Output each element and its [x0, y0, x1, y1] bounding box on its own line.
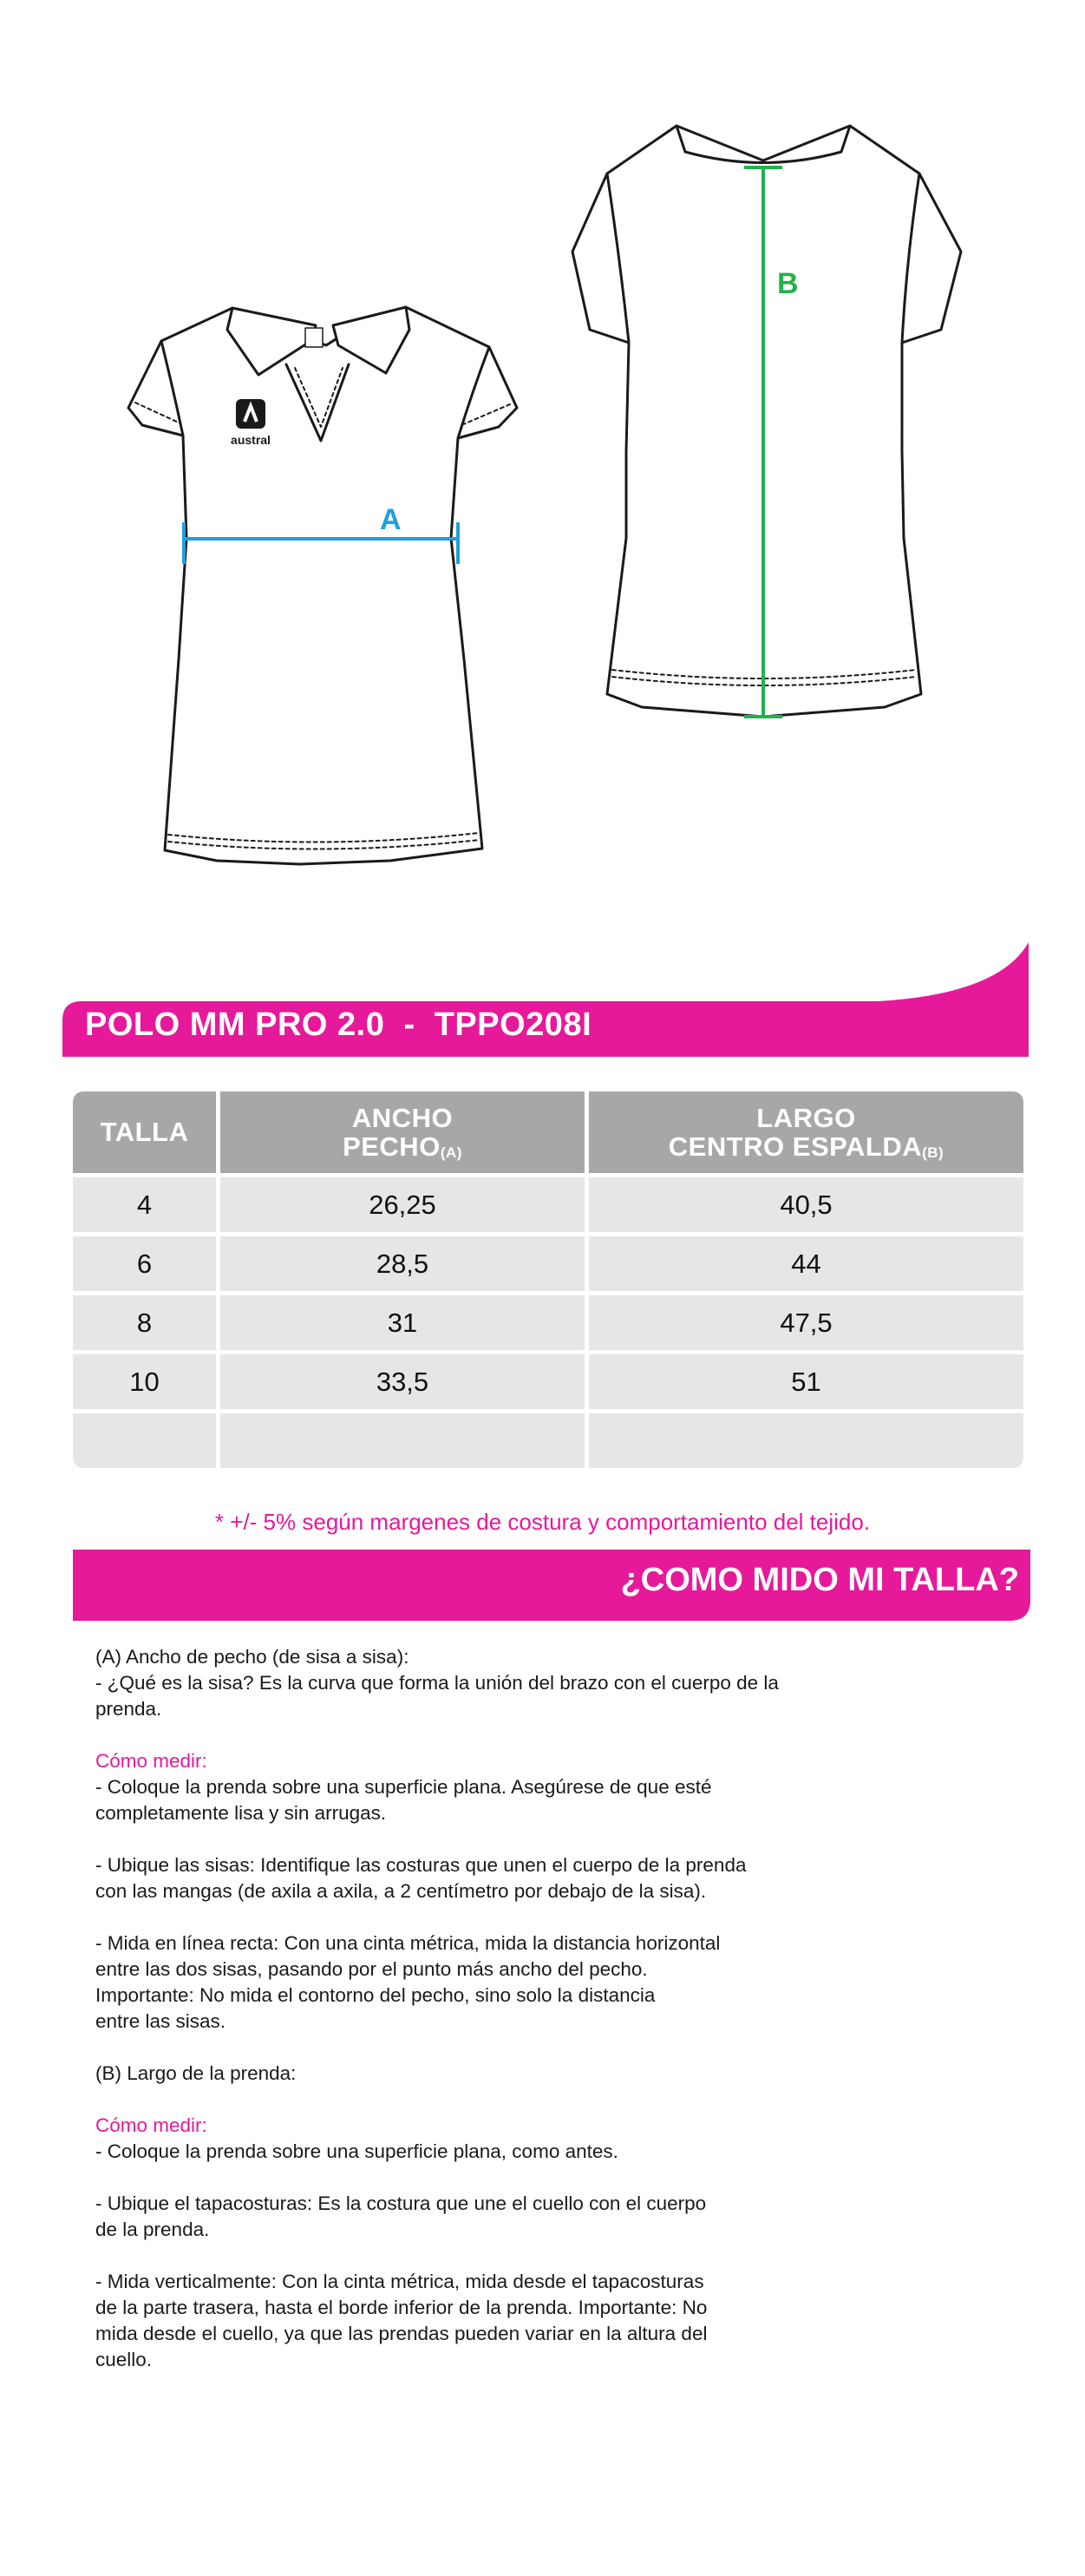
header-ancho-pecho — [220, 1091, 585, 1173]
cell-ancho: 26,25 — [220, 1177, 585, 1232]
size-table-header — [73, 1091, 1023, 1173]
section-a-how-label: Cómo medir: — [95, 1750, 207, 1772]
section-a-step3: - Mida en línea recta: Con una cinta métrica, mida la distancia horizontal entre las dos sisas, pasando por el punto más ancho del pecho. Importante: No mida el contorno del pecho, sino solo la distancia entre las sisas. — [95, 1932, 721, 2032]
cell-talla: 4 — [73, 1177, 216, 1232]
header-largo-line2: CENTRO ESPALDA — [668, 1131, 923, 1162]
table-row — [73, 1354, 1023, 1409]
header-talla-label: TALLA — [100, 1117, 189, 1148]
section-a-step2: - Ubique las sisas: Identifique las costuras que unen el cuerpo de la prenda con las mangas (de axila a axila, a 2 centímetro por debajo de la sisa). — [95, 1854, 747, 1902]
section-b-how-label: Cómo medir: — [95, 2114, 207, 2136]
cell-largo — [589, 1413, 1023, 1468]
garment-drawings — [0, 0, 1085, 920]
header-ancho-line2: PECHO — [343, 1131, 441, 1162]
cell-largo: 47,5 — [589, 1295, 1023, 1350]
cell-largo: 51 — [589, 1354, 1023, 1409]
section-a — [95, 1644, 807, 1722]
table-row — [73, 1236, 1023, 1291]
back-polo-drawing — [572, 126, 961, 717]
header-largo-sub: (B) — [922, 1144, 944, 1161]
table-row — [73, 1413, 1023, 1468]
brand-logo — [231, 399, 271, 447]
cell-talla: 6 — [73, 1236, 216, 1291]
section-b-step1: - Coloque la prenda sobre una superficie plana, como antes. — [95, 2140, 618, 2162]
header-ancho-line1: ANCHO — [351, 1102, 454, 1133]
section-b-step3: - Mida verticalmente: Con la cinta métrica, mida desde el tapacosturas de la parte trasera, hasta el borde inferior de la prenda. Importante: No mida desde el cuello, ya que las prendas pueden variar en la altura del cuello. — [95, 2271, 708, 2370]
cell-talla: 8 — [73, 1295, 216, 1350]
section-a-step1: - Coloque la prenda sobre una superficie plana. Asegúrese de que esté completamente lisa y sin arrugas. — [95, 1776, 712, 1824]
table-row — [73, 1177, 1023, 1232]
header-talla — [73, 1091, 216, 1173]
cell-largo: 44 — [589, 1236, 1023, 1291]
table-row — [73, 1295, 1023, 1350]
section-a-intro: - ¿Qué es la sisa? Es la curva que forma la unión del brazo con el cuerpo de la prenda. — [95, 1672, 779, 1720]
measure-b-label: B — [777, 267, 799, 300]
cell-ancho — [220, 1413, 585, 1468]
header-largo-line1: LARGO — [756, 1102, 856, 1133]
section-b-step2: - Ubique el tapacosturas: Es la costura que une el cuello con el cuerpo de la prenda. — [95, 2193, 707, 2240]
header-ancho-sub: (A) — [440, 1144, 462, 1161]
cell-ancho: 31 — [220, 1295, 585, 1350]
header-largo-centro-espalda — [589, 1091, 1023, 1173]
howto-title: ¿COMO MIDO MI TALLA? — [620, 1562, 1019, 1598]
measure-a-label: A — [380, 503, 402, 536]
product-title: POLO MM PRO 2.0 - TPPO208I — [85, 1006, 592, 1043]
cell-talla: 10 — [73, 1354, 216, 1409]
cell-largo: 40,5 — [589, 1177, 1023, 1232]
front-polo-drawing — [128, 307, 517, 864]
section-b-title: (B) Largo de la prenda: — [95, 2062, 297, 2084]
brand-logo-text: austral — [231, 433, 271, 447]
cell-ancho: 28,5 — [220, 1236, 585, 1291]
cell-talla — [73, 1413, 216, 1468]
cell-ancho: 33,5 — [220, 1354, 585, 1409]
measure-instructions — [95, 1644, 807, 2399]
section-b-how — [95, 2113, 807, 2165]
tolerance-note: * +/- 5% según margenes de costura y comportamiento del tejido. — [214, 1509, 871, 1535]
section-a-how — [95, 1748, 807, 1826]
size-table — [73, 1091, 1023, 1468]
section-a-title: (A) Ancho de pecho (de sisa a sisa): — [95, 1646, 409, 1668]
